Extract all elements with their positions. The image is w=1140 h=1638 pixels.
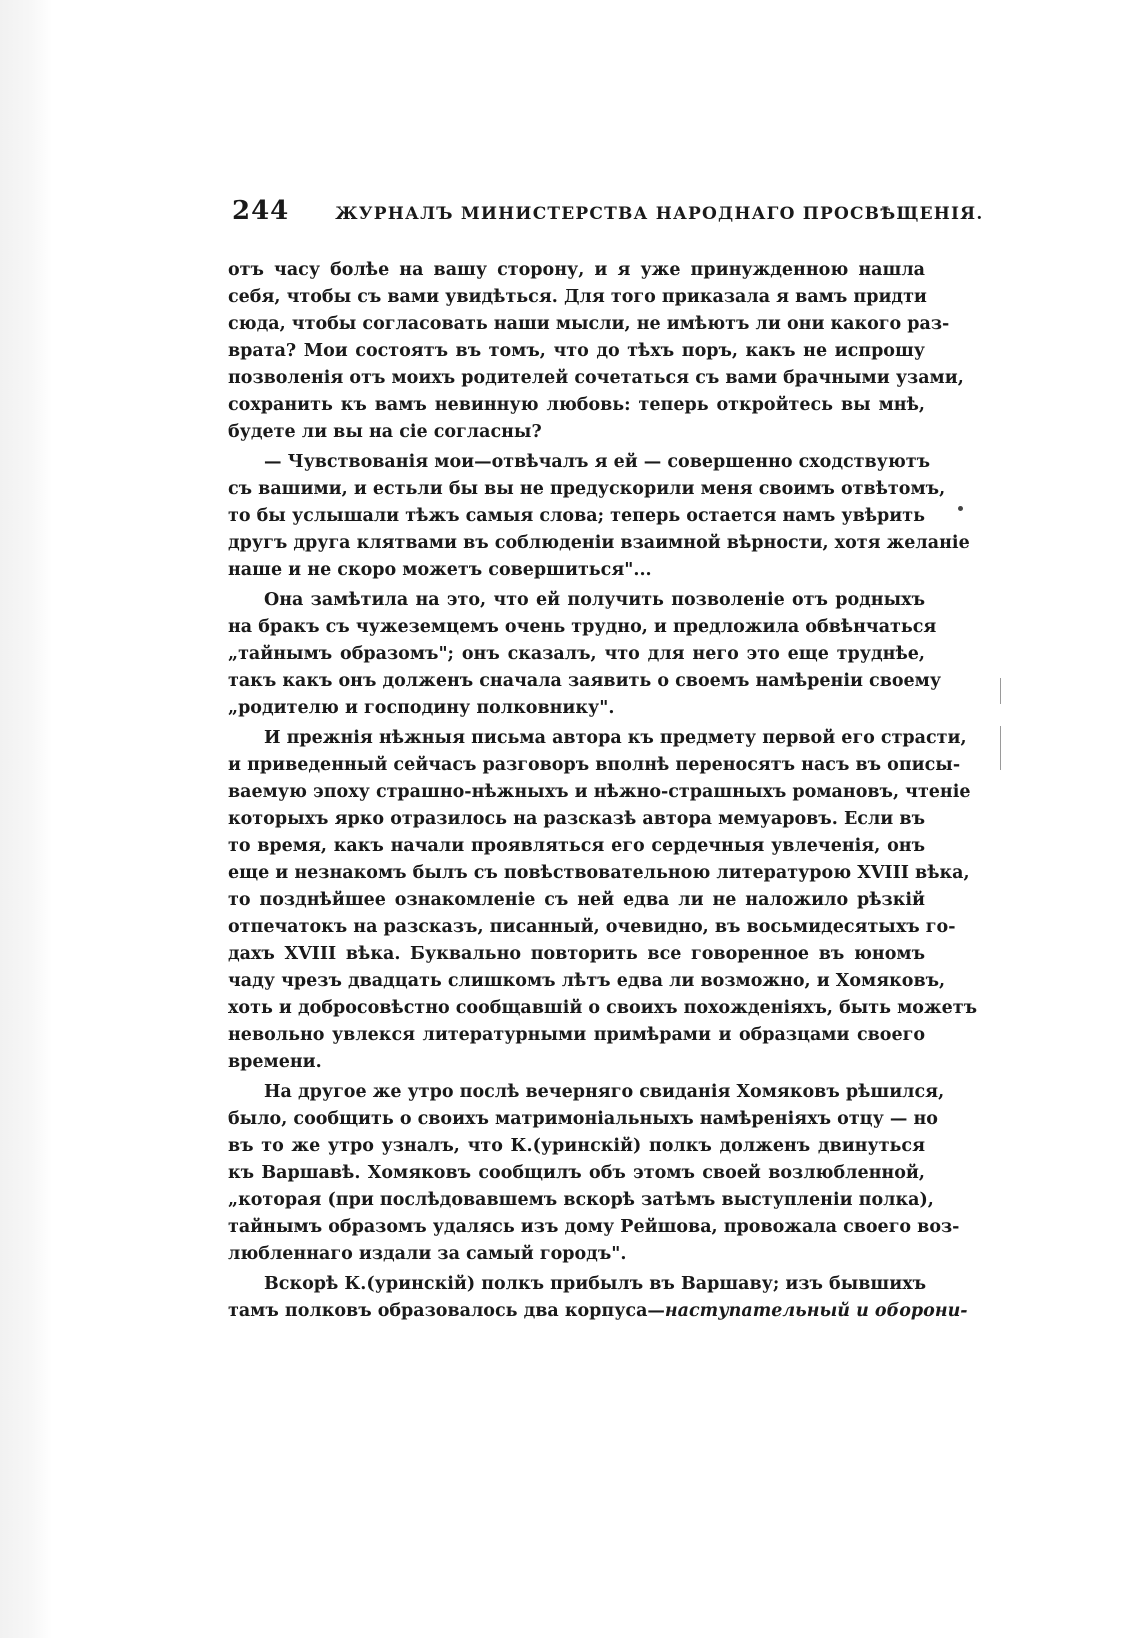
text-line: къ Варшавѣ. Хомяковъ сообщилъ объ этомъ своей возлюбленной, — [228, 1163, 925, 1183]
text-line: еще и незнакомъ былъ съ повѣствовательною литературою XVIII вѣка, — [228, 863, 970, 883]
page-header — [232, 196, 984, 232]
text-line: На другое же утро послѣ вечерняго свиданія Хомяковъ рѣшился, — [264, 1082, 945, 1102]
paragraph — [228, 449, 970, 584]
text-line: дахъ XVIII вѣка. Буквально повторить все говоренное въ юномъ — [228, 944, 925, 964]
paragraph — [228, 725, 978, 1076]
text-line: — Чувствованія мои—отвѣчалъ я ей — совершенно сходствуютъ — [264, 452, 931, 472]
text-line: будете ли вы на сіе согласны? — [228, 422, 542, 442]
paragraph — [228, 1079, 960, 1268]
text-line: „тайнымъ образомъ"; онъ сказалъ, что для него это еще труднѣе, — [228, 644, 925, 664]
text-line: въ то же утро узналъ, что К.(уринскій) полкъ долженъ двинуться — [228, 1136, 925, 1156]
paragraph — [228, 587, 942, 722]
text-line: Вскорѣ К.(уринскій) полкъ прибылъ въ Варшаву; изъ бывшихъ — [264, 1274, 927, 1294]
text-line: другъ друга клятвами въ соблюденіи взаимной вѣрности, хотя желаніе — [228, 533, 970, 553]
text-line: тайнымъ образомъ удалясь изъ дому Рейшова, провожала своего воз- — [228, 1217, 960, 1237]
text-line: Она замѣтила на это, что ей получить позволеніе отъ родныхъ — [264, 590, 925, 610]
text-line: „родителю и господину полковнику". — [228, 698, 615, 718]
margin-mark — [1000, 678, 1001, 704]
text-line: такъ какъ онъ долженъ сначала заявить о своемъ намѣреніи своему — [228, 671, 942, 691]
text-line: чаду чрезъ двадцать слишкомъ лѣтъ едва ли возможно, и Хомяковъ, — [228, 971, 946, 991]
text-line: позволенія отъ моихъ родителей сочетаться съ вами брачными узами, — [228, 368, 964, 388]
text-line: ваемую эпоху страшно-нѣжныхъ и нѣжно-страшныхъ романовъ, чтеніе — [228, 782, 971, 802]
paragraph — [228, 257, 964, 446]
text-line: было, сообщить о своихъ матримоніальныхъ намѣреніяхъ отцу — но — [228, 1109, 938, 1129]
text-line: любленнаго издали за самый городъ". — [228, 1244, 627, 1264]
running-head: ЖУРНАЛЪ МИНИСТЕРСТВА НАРОДНАГО ПРОСВѢЩЕНІЯ. — [335, 204, 984, 224]
text-run: тамъ полковъ образовалось два корпуса— — [228, 1301, 665, 1321]
emphasized-text: наступательный и оборони- — [664, 1301, 968, 1321]
text-line: И прежнія нѣжныя письма автора къ предмету первой его страсти, — [264, 728, 967, 748]
text-line: и приведенный сейчасъ разговоръ вполнѣ переносятъ насъ въ описы- — [228, 755, 961, 775]
text-line: „которая (при послѣдовавшемъ вскорѣ затѣмъ выступленіи полка), — [228, 1190, 934, 1210]
text-line: врата? Мои состоятъ въ томъ, что до тѣхъ поръ, какъ не испрошу — [228, 341, 925, 361]
text-line: времени. — [228, 1052, 322, 1072]
text-line: невольно увлекся литературными примѣрами и образцами своего — [228, 1025, 925, 1045]
text-line: отъ часу болѣе на вашу сторону, и я уже принужденною нашла — [228, 260, 925, 280]
margin-speck — [958, 506, 963, 511]
text-line: на бракъ съ чужеземцемъ очень трудно, и предложила обвѣнчаться — [228, 617, 937, 637]
text-line: то время, какъ начали проявляться его сердечныя увлеченія, онъ — [228, 836, 925, 856]
text-line: себя, чтобы съ вами увидѣться. Для того приказала я вамъ придти — [228, 287, 927, 307]
text-line: хоть и добросовѣстно сообщавшій о своихъ похожденіяхъ, быть можетъ — [228, 998, 978, 1018]
paragraph — [228, 1271, 968, 1325]
text-line: съ вашими, и естьли бы вы не предускорили меня своимъ отвѣтомъ, — [228, 479, 946, 499]
text-line: то позднѣйшее ознакомленіе съ ней едва ли не наложило рѣзкій — [228, 890, 925, 910]
text-line: то бы услышали тѣжъ самыя слова; теперь остается намъ увѣрить — [228, 506, 925, 526]
page-number: 244 — [232, 196, 290, 226]
margin-mark — [1000, 726, 1001, 770]
text-line: наше и не скоро можетъ совершиться"... — [228, 560, 652, 580]
text-line: сюда, чтобы согласовать наши мысли, не имѣютъ ли они какого раз- — [228, 314, 950, 334]
page-gutter-shadow — [0, 0, 52, 1638]
text-line: сохранить къ вамъ невинную любовь: теперь откройтесь вы мнѣ, — [228, 395, 925, 415]
body-text — [228, 257, 978, 1328]
text-line: отпечатокъ на разсказъ, писанный, очевидно, въ восьмидесятыхъ го- — [228, 917, 956, 937]
text-line — [228, 1298, 968, 1325]
text-line: которыхъ ярко отразилось на разсказѣ автора мемуаровъ. Если въ — [228, 809, 925, 829]
